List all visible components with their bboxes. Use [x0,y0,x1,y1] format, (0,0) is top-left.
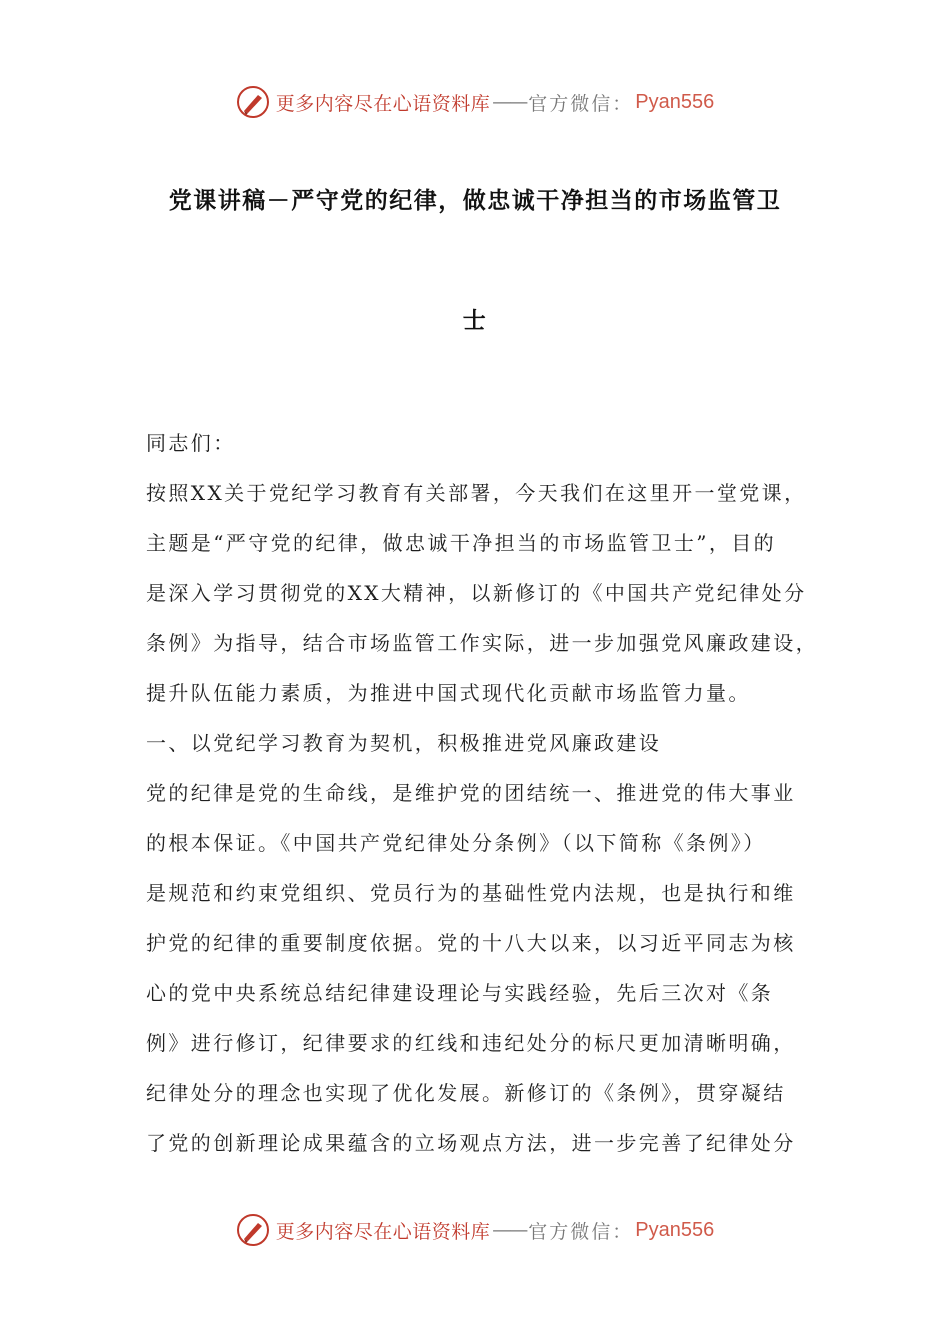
banner-wechat-label: 官方微信： [528,92,634,115]
body-line: 提升队伍能力素质，为推进中国式现代化贡献市场监管力量。 [146,681,751,705]
pen-logo-icon [236,1213,270,1247]
pen-logo-icon [236,85,270,119]
banner-wechat-id: Pyan556 [635,90,715,113]
footer-banner [0,1210,950,1250]
body-line: 条例》为指导，结合市场监管工作实际，进一步加强党风廉政建设， [146,631,818,655]
body-line: 主题是“严守党的纪律，做忠诚干净担当的市场监管卫士”，目的 [146,531,777,555]
banner-wechat-id: Pyan556 [635,1218,715,1241]
body-line: 按照XX关于党纪学习教育有关部署，今天我们在这里开一堂党课， [146,481,807,505]
body-line: 了党的创新理论成果蕴含的立场观点方法，进一步完善了纪律处分 [146,1131,796,1155]
body-line: 是规范和约束党组织、党员行为的基础性党内法规，也是执行和维 [146,881,796,905]
banner-separator: —— [492,1219,527,1241]
body-line: 党的纪律是党的生命线，是维护党的团结统一、推进党的伟大事业 [146,781,796,805]
body-line: 同志们： [146,431,236,455]
document-body [146,418,818,1168]
document-title-line-2: 士 [462,308,488,334]
body-line: 心的党中央系统总结纪律建设理论与实践经验，先后三次对《条 [146,981,774,1005]
body-line: 纪律处分的理念也实现了优化发展。新修订的《条例》，贯穿凝结 [146,1081,786,1105]
body-line: 的根本保证。《中国共产党纪律处分条例》（以下简称《条例》） [146,831,766,855]
section-heading: 一、以党纪学习教育为契机，积极推进党风廉政建设 [146,731,662,755]
body-line: 护党的纪律的重要制度依据。党的十八大以来，以习近平同志为核 [146,931,796,955]
banner-text: 更多内容尽在心语资料库 [275,92,491,115]
body-line: 例》进行修订，纪律要求的红线和违纪处分的标尺更加清晰明确， [146,1031,796,1055]
banner-wechat-label: 官方微信： [528,1220,634,1243]
banner-separator: —— [492,91,527,113]
banner-text: 更多内容尽在心语资料库 [275,1220,491,1243]
body-line: 是深入学习贯彻党的XX大精神，以新修订的《中国共产党纪律处分 [146,581,807,605]
document-title-line-1: 党课讲稿－严守党的纪律，做忠诚干净担当的市场监管卫 [168,188,782,214]
header-banner [0,82,950,122]
